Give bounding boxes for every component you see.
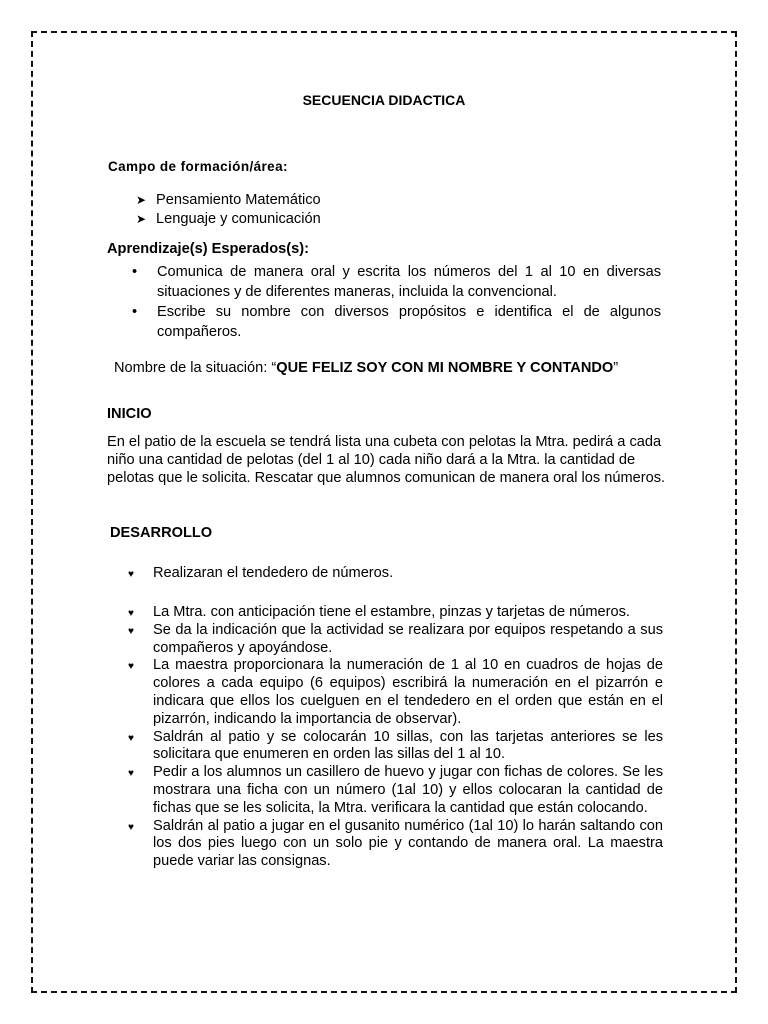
situacion-line (114, 360, 618, 378)
arrow-bullet-icon: ➤ (136, 193, 147, 207)
list-item (128, 622, 663, 658)
list-item (128, 657, 663, 728)
list-item (128, 565, 663, 583)
heart-bullet-icon: ♥ (128, 661, 134, 673)
desarrollo-first-list (128, 565, 663, 583)
list-item (130, 262, 661, 302)
campo-item-label: Pensamiento Matemático (156, 192, 321, 208)
list-item-text: La Mtra. con anticipación tiene el estambre, pinzas y tarjetas de números. (153, 604, 630, 620)
heart-bullet-icon: ♥ (128, 768, 134, 780)
campo-item (136, 192, 696, 210)
situacion-name: QUE FELIZ SOY CON MI NOMBRE Y CONTANDO (276, 360, 614, 376)
campo-heading: Campo de formación/área: (108, 159, 288, 174)
list-item-text: Pedir a los alumnos un casillero de huevo y jugar con fichas de colores. Se les mostrara una ficha con un número (1al 10) y ellos colocaran la cantidad de fichas que se les solicita, la Mtra. verificara la cantidad que están colocando. (153, 764, 663, 816)
inicio-heading: INICIO (107, 406, 152, 422)
arrow-bullet-icon: ➤ (136, 212, 147, 226)
inicio-paragraph: En el patio de la escuela se tendrá lista una cubeta con pelotas la Mtra. pedirá a cada niño una cantidad de pelotas (del 1 al 10) cada niño dará a la Mtra. la cantidad de pelotas que le solicita. Rescatar que alumnos comunican de manera oral los números. (107, 434, 666, 486)
desarrollo-list (128, 604, 663, 871)
list-item (128, 604, 663, 622)
list-item (128, 729, 663, 765)
list-item-text: Saldrán al patio y se colocarán 10 sillas, con las tarjetas anteriores se les solicitara que enumeren en orden las sillas del 1 al 10. (153, 728, 663, 763)
list-item-text: La maestra proporcionara la numeración de 1 al 10 en cuadros de hojas de colores a cada equipo (6 equipos) escribirá la numeración en el pizarrón e indicara que ellos los cuelguen en el tendedero en el orden que están en el pizarrón, indicando la importancia de observar). (153, 657, 663, 727)
heart-bullet-icon: ♥ (128, 821, 134, 833)
situacion-prefix: Nombre de la situación: “ (114, 360, 277, 376)
situacion-suffix: ” (613, 360, 619, 376)
heart-bullet-icon: ♥ (128, 569, 134, 580)
list-item-text: Escribe su nombre con diversos propósitos e identifica el de algunos compañeros. (157, 304, 661, 340)
list-item (128, 818, 663, 871)
list-item-text: Comunica de manera oral y escrita los números del 1 al 10 en diversas situaciones y de diferentes maneras, incluida la convencional. (157, 264, 661, 300)
page-title: SECUENCIA DIDACTICA (302, 92, 466, 108)
campo-item (136, 211, 696, 229)
bullet-dot-icon: • (132, 264, 138, 280)
heart-bullet-icon: ♥ (128, 625, 134, 637)
heart-bullet-icon: ♥ (128, 732, 134, 744)
aprendizajes-heading: Aprendizaje(s) Esperados(s): (107, 241, 309, 257)
list-item (128, 764, 663, 817)
desarrollo-heading: DESARROLLO (110, 525, 213, 541)
list-item-text: Saldrán al patio a jugar en el gusanito numérico (1al 10) lo harán saltando con los dos pies luego con un solo pie y contando de manera oral. La maestra puede variar las consignas. (153, 817, 663, 870)
list-item-text: Se da la indicación que la actividad se realizara por equipos respetando a sus compañeros y apoyándose. (153, 621, 663, 656)
campo-item-label: Lenguaje y comunicación (156, 211, 321, 227)
list-item (130, 302, 661, 342)
heart-bullet-icon: ♥ (128, 608, 134, 619)
list-item-text: Realizaran el tendedero de números. (153, 565, 394, 581)
aprendizajes-list (130, 262, 661, 342)
bullet-dot-icon: • (132, 304, 138, 320)
